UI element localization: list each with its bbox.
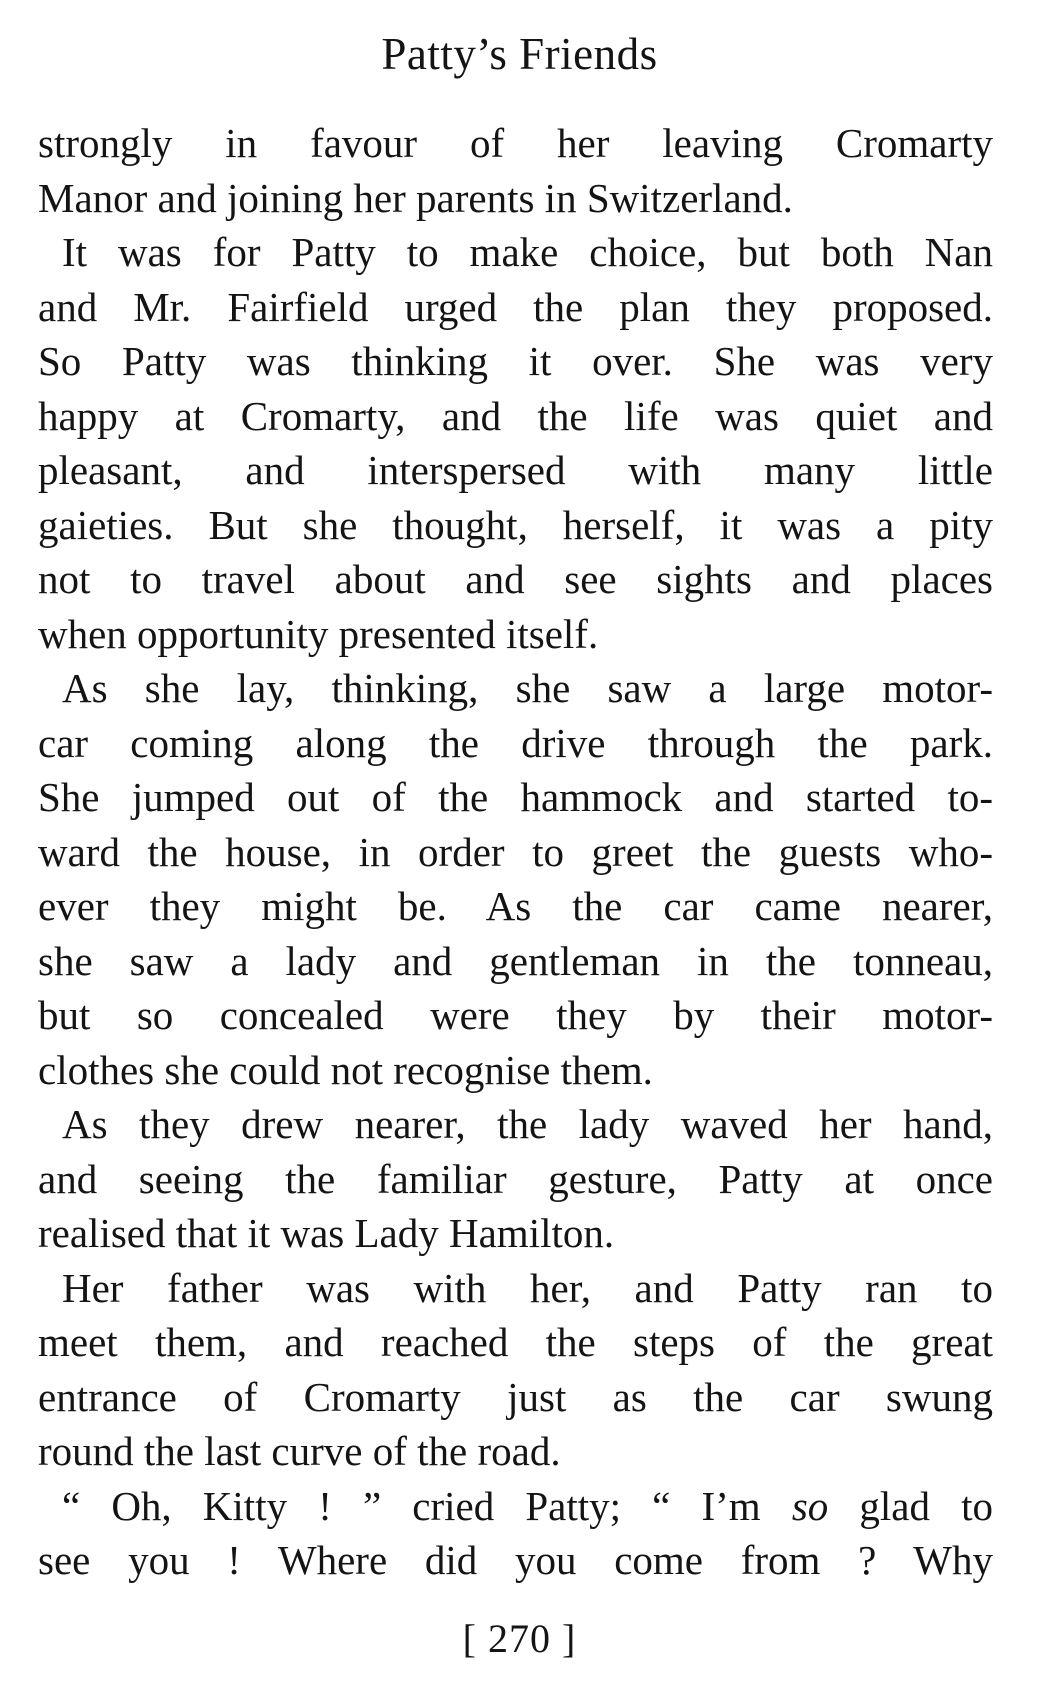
text-line: So Patty was thinking it over. She was very [38,338,993,384]
text-line: and seeing the familiar gesture, Patty at once [38,1155,993,1202]
text-line: It was for Patty to make choice, but both Nan [62,229,993,275]
running-head: Patty’s Friends [381,29,658,79]
text-line [38,1479,993,1534]
text-line: Her father was with her, and Patty ran to [62,1264,993,1311]
text-line: entrance of Cromarty just as the car swung [38,1373,993,1420]
text-line: meet them, and reached the steps of the great [38,1319,993,1365]
text-segment: glad to [828,1482,994,1529]
text-line: clothes she could not recognise them. [38,1046,653,1093]
text-line: As she lay, thinking, she saw a large motor- [62,665,993,711]
text-line: happy at Cromarty, and the life was quiet and [38,392,993,439]
emphasis: so [791,1482,829,1529]
text-line: ward the house, in order to greet the guests who- [38,828,993,875]
text-line: see you ! Where did you come from ? Why [38,1537,993,1583]
text-line: As they drew nearer, the lady waved her hand, [62,1101,993,1147]
body-text [38,116,993,1588]
text-line: she saw a lady and gentleman in the tonneau, [38,937,993,984]
text-line: when opportunity presented itself. [38,610,599,657]
text-line: Manor and joining her parents in Switzerland. [38,174,793,221]
text-line: realised that it was Lady Hamilton. [38,1210,615,1256]
text-segment: “ Oh, Kitty ! ” cried Patty; “ I’m [62,1482,792,1529]
text-line: and Mr. Fairfield urged the plan they proposed. [38,283,993,330]
text-line: but so concealed were they by their motor- [38,992,993,1038]
text-line: ever they might be. As the car came nearer, [38,883,993,929]
text-line: round the last curve of the road. [38,1428,561,1474]
text-line: strongly in favour of her leaving Cromarty [38,120,993,166]
page-number: [ 270 ] [462,1616,577,1661]
text-line: car coming along the drive through the park. [38,719,993,766]
text-line: not to travel about and see sights and places [38,556,993,602]
text-line: gaieties. But she thought, herself, it was a pity [38,501,993,548]
text-line: She jumped out of the hammock and started to- [38,774,993,820]
text-line: pleasant, and interspersed with many little [38,447,993,493]
